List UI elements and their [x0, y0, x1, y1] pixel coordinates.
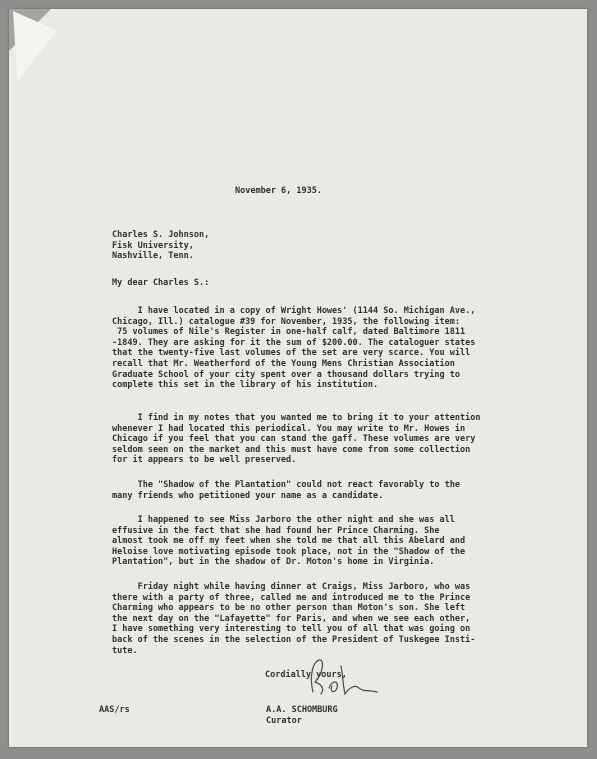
paragraph-2	[112, 413, 480, 466]
paragraph-line: effusive in the fact that she had found her Prince Charming. She	[112, 525, 440, 536]
signature-block	[266, 705, 338, 726]
address-line-name: Charles S. Johnson,	[112, 230, 210, 240]
paragraph-line: Chicago, Ill.) catalogue #39 for November, 1935, the following item:	[112, 316, 460, 327]
paragraph-line: I have something very interesting to tell you of all that was going on	[112, 624, 471, 635]
paragraph-line: I find in my notes that you wanted me to bring it to your attention	[112, 413, 481, 423]
paragraph-line: Graduate School of your city spent over a thousand dollars trying to	[112, 369, 460, 380]
paragraph-line: tute.	[112, 645, 138, 656]
paragraph-line: almost took me off my feet when she told me that all this Abelard and	[112, 536, 466, 547]
paragraph-line: the next day on the "Lafayette" for Paris, and when we see each other,	[112, 613, 471, 624]
paragraph-line: complete this set in the library of his institution.	[112, 380, 379, 391]
paragraph-line: Chicago if you feel that you can stand the gaff. These volumes are very	[112, 434, 476, 445]
signer-name: A.A. SCHOMBURG	[266, 705, 338, 715]
letter-date: November 6, 1935.	[235, 186, 322, 196]
paragraph-line: Friday night while having dinner at Craigs, Miss Jarboro, who was	[112, 582, 471, 592]
handwritten-signature	[299, 654, 379, 699]
paragraph-line: seldom seen on the market and this must have come from some collection	[112, 444, 471, 455]
paragraph-line: that the twenty-five last volumes of the set are very scarce. You will	[112, 348, 471, 359]
paragraph-line: back of the scenes in the selection of the President of Tuskegee Insti-	[112, 634, 476, 645]
address-line-city: Nashville, Tenn.	[112, 251, 194, 262]
salutation: My dear Charles S.:	[112, 278, 210, 288]
paragraph-line: Plantation", but in the shadow of Dr. Moton's home in Virginia.	[112, 557, 435, 568]
paragraph-line: I happened to see Miss Jarboro the other night and she was all	[112, 515, 455, 525]
paragraph-line: Heloise love motivating episode took place, not in the "Shadow of the	[112, 546, 466, 557]
paragraph-line: I have located in a copy of Wright Howes' (1144 So. Michigan Ave.,	[112, 306, 476, 316]
paragraph-line: -1849. They are asking for it the sum of $200.00. The cataloguer states	[112, 337, 476, 348]
paragraph-4	[112, 515, 465, 568]
letter-page	[9, 9, 587, 747]
paragraph-3	[112, 480, 460, 501]
paragraph-5	[112, 582, 475, 656]
paragraph-line: whenever I had located this periodical. You may write to Mr. Howes in	[112, 423, 466, 434]
paragraph-1	[112, 306, 475, 391]
complimentary-closing: Cordially yours,	[265, 670, 347, 680]
paragraph-line: The "Shadow of the Plantation" could not react favorably to the	[112, 480, 460, 490]
recipient-address	[112, 230, 209, 262]
paragraph-line: recall that Mr. Weatherford of the Young Mens Christian Association	[112, 358, 455, 369]
address-line-institution: Fisk University,	[112, 240, 194, 251]
paragraph-line: many friends who petitioned your name as a candidate.	[112, 490, 384, 501]
paragraph-line: there with a party of three, called me and introduced me to the Prince	[112, 592, 471, 603]
paragraph-line: Charming who appears to be no other person than Moton's son. She left	[112, 603, 466, 614]
paragraph-line: for it appears to be well preserved.	[112, 455, 297, 466]
paragraph-line: 75 volumes of Nile's Register in one-half calf, dated Baltimore 1811	[112, 327, 466, 338]
signer-title: Curator	[266, 715, 302, 726]
typist-initials: AAS/rs	[99, 705, 130, 715]
